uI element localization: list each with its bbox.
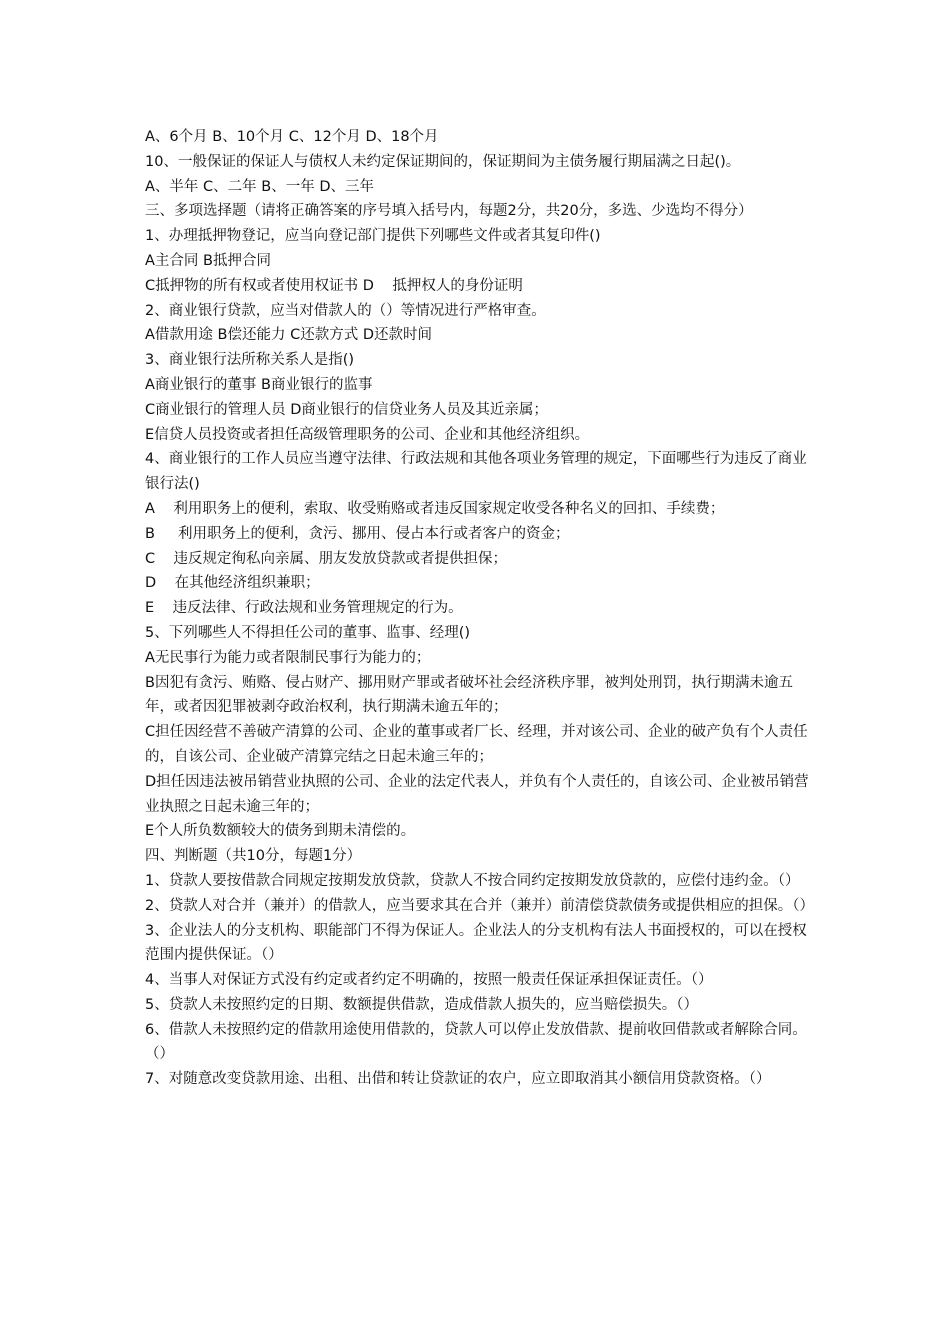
tf-question-1: 1、贷款人要按借款合同规定按期发放贷款，贷款人不按合同约定按期发放贷款的，应偿付违约金。（） [145,872,800,889]
question-10: 10、一般保证的保证人与债权人未约定保证期间的，保证期间为主债务履行期届满之日起()。 [145,153,741,170]
mc-question-4: 4、商业银行的工作人员应当遵守法律、行政法规和其他各项业务管理的规定，下面哪些行为违反了商业银行法() [145,451,807,493]
tf-question-7: 7、对随意改变贷款用途、出租、出借和转让贷款证的农户，应立即取消其小额信用贷款资格。（） [145,1071,771,1088]
mc-q1-options-cd: C抵押物的所有权或者使用权证书 D 抵押权人的身份证明 [145,277,523,294]
tf-question-6: 6、借款人未按照约定的借款用途使用借款的，贷款人可以停止发放借款、提前收回借款或者解除合同。（） [145,1021,807,1063]
mc-q3-option-e: E信贷人员投资或者担任高级管理职务的公司、企业和其他经济组织。 [145,426,590,443]
mc-q1-options-ab: A主合同 B抵押合同 [145,252,271,269]
mc-q4-option-c: C 违反规定徇私向亲属、朋友发放贷款或者提供担保； [145,550,508,567]
tf-question-4: 4、当事人对保证方式没有约定或者约定不明确的，按照一般责任保证承担保证责任。（） [145,972,713,989]
mc-question-2: 2、商业银行贷款，应当对借款人的（）等情况进行严格审查。 [145,302,546,319]
mc-q5-option-d: D担任因违法被吊销营业执照的公司、企业的法定代表人，并负有个人责任的，自该公司、企业被吊销营业执照之日起未逾三年的； [145,773,809,815]
mc-question-1: 1、办理抵押物登记，应当向登记部门提供下列哪些文件或者其复印件() [145,228,601,245]
mc-q4-option-d: D 在其他经济组织兼职； [145,575,320,592]
mc-q2-options: A借款用途 B偿还能力 C还款方式 D还款时间 [145,327,432,344]
option-line-q10: A、半年 C、二年 B、一年 D、三年 [145,178,374,195]
document-body [145,125,813,1092]
tf-question-5: 5、贷款人未按照约定的日期、数额提供借款，造成借款人损失的，应当赔偿损失。（） [145,996,698,1013]
section-heading-multiple-choice: 三、多项选择题（请将正确答案的序号填入括号内，每题2分，共20分，多选、少选均不得分） [145,203,753,220]
mc-q4-option-a: A 利用职务上的便利，索取、收受贿赂或者违反国家规定收受各种名义的回扣、手续费； [145,500,725,517]
option-line-q9: A、6个月 B、10个月 C、12个月 D、18个月 [145,129,439,145]
tf-question-3: 3、企业法人的分支机构、职能部门不得为保证人。企业法人的分支机构有法人书面授权的，可以在授权范围内提供保证。（） [145,922,807,964]
mc-question-5: 5、下列哪些人不得担任公司的董事、监事、经理() [145,624,471,641]
mc-q3-options-ab: A商业银行的董事 B商业银行的监事 [145,376,373,393]
section-heading-true-false: 四、判断题（共10分，每题1分） [145,848,362,865]
mc-q5-option-a: A无民事行为能力或者限制民事行为能力的； [145,649,431,666]
mc-q5-option-c: C担任因经营不善破产清算的公司、企业的董事或者厂长、经理，并对该公司、企业的破产负有个人责任的，自该公司、企业破产清算完结之日起未逾三年的； [145,724,808,765]
mc-question-3: 3、商业银行法所称关系人是指() [145,352,355,369]
mc-q5-option-e: E个人所负数额较大的债务到期未清偿的。 [145,823,416,840]
mc-q5-option-b: B因犯有贪污、贿赂、侵占财产、挪用财产罪或者破坏社会经济秩序罪，被判处刑罚，执行期满未逾五年，或者因犯罪被剥夺政治权利，执行期满未逾五年的； [145,674,793,716]
tf-question-2: 2、贷款人对合并（兼并）的借款人，应当要求其在合并（兼并）前清偿贷款债务或提供相应的担保。（） [145,897,814,914]
mc-q4-option-b: B 利用职务上的便利，贪污、挪用、侵占本行或者客户的资金； [145,525,570,542]
mc-q4-option-e: E 违反法律、行政法规和业务管理规定的行为。 [145,600,463,617]
mc-q3-options-cd: C商业银行的管理人员 D商业银行的信贷业务人员及其近亲属； [145,401,548,418]
